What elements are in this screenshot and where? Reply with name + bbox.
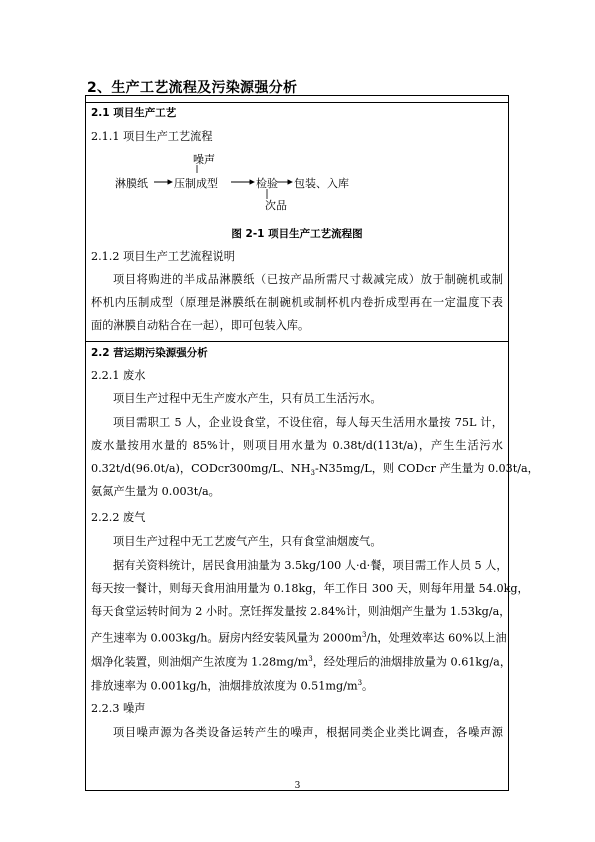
section-title: 2、生产工艺流程及污染源强分析 [87,80,298,96]
para-wastewater-line-1: 项目需职工 5 人，企业设食堂，不设住宿，每人每天生活用水量按 75L 计， [113,416,503,429]
para-wastewater-line-4: 氨氮产生量为 0.003t/a。 [91,485,220,498]
table-divider [86,341,508,342]
page-number: 3 [294,781,301,791]
heading-2-2-2: 2.2.2 废气 [91,511,146,524]
para-gas-line-3: 每天食堂运转时间为 2 小时。烹饪挥发量按 2.84%计，则油烟产生量为 1.53kg/a， [91,605,511,618]
para-wastewater-line-2: 废水量按用水量的 85%计，则项目用水量为 0.38t/d(113t/a)，产生生活污水 [91,439,503,452]
para-gas-1: 项目生产过程中无工艺废气产生，只有食堂油烟废气。 [113,535,382,548]
flow-step-forming: 压制成型 [174,177,218,190]
heading-2-1-1: 2.1.1 项目生产工艺流程 [91,130,213,143]
flow-noise-label: 噪声 [193,153,215,166]
para-wastewater-line-3: 0.32t/d(96.0t/a)，CODcr300mg/L、$NH_3-N35mg/L$，则 CODcr 产生量为 0.03t/a， [91,462,539,478]
para-gas-line-1: 据有关资料统计，居民食用油量为 3.5kg/100 人·d·餐，项目需工作人员 5 人， [113,559,508,572]
flow-reject-label: 次品 [265,199,287,212]
para-process-line-3: 面的淋膜自动粘合在一起），即可包装入库。 [91,319,310,332]
heading-2-2-1: 2.2.1 废水 [91,369,146,382]
flow-step-paper: 淋膜纸 [115,177,148,190]
para-gas-line-4: 产生速率为 0.003kg/h。厨房内经安装风量为 $2000m^3/h$，处理效率达 60%以上油 [91,631,507,645]
table-divider [86,102,508,103]
para-gas-line-2: 每天按一餐计，则每天食用油用量为 0.18kg，年工作日 300 天，则每年用量 54.0kg， [91,582,529,595]
figure-caption: 图 2-1 项目生产工艺流程图 [231,228,363,240]
para-noise-line-1: 项目噪声源为各类设备运转产生的噪声，根据同类企业类比调查，各噪声源 [113,726,503,739]
heading-2-2: 2.2 营运期污染源强分析 [91,347,208,359]
heading-2-1-2: 2.1.2 项目生产工艺流程说明 [91,250,235,263]
para-wastewater-1: 项目生产过程中无生产废水产生，只有员工生活污水。 [113,392,382,405]
flow-step-packing: 包装、入库 [294,177,349,190]
content-table [85,95,539,791]
process-flow-diagram [86,151,510,211]
para-gas-line-6: 排放速率为 0.001kg/h，油烟排放浓度为 $0.51mg/m^3$。 [91,679,374,693]
para-gas-line-5: 烟净化装置，则油烟产生浓度为 $1.28mg/m^3$，经处理后的油烟排放量为 0.61kg/a， [91,655,512,669]
para-process-line-2: 杯机内压制成型（原理是淋膜纸在制碗机或制杯机内卷折成型再在一定温度下表 [91,296,503,309]
flow-arrows [86,151,510,211]
flow-step-inspection: 检验 [256,177,278,190]
para-process-line-1: 项目将购进的半成品淋膜纸（已按产品所需尺寸裁减完成）放于制碗机或制 [113,273,503,286]
heading-2-1: 2.1 项目生产工艺 [91,107,177,119]
heading-2-2-3: 2.2.3 噪声 [91,702,146,715]
